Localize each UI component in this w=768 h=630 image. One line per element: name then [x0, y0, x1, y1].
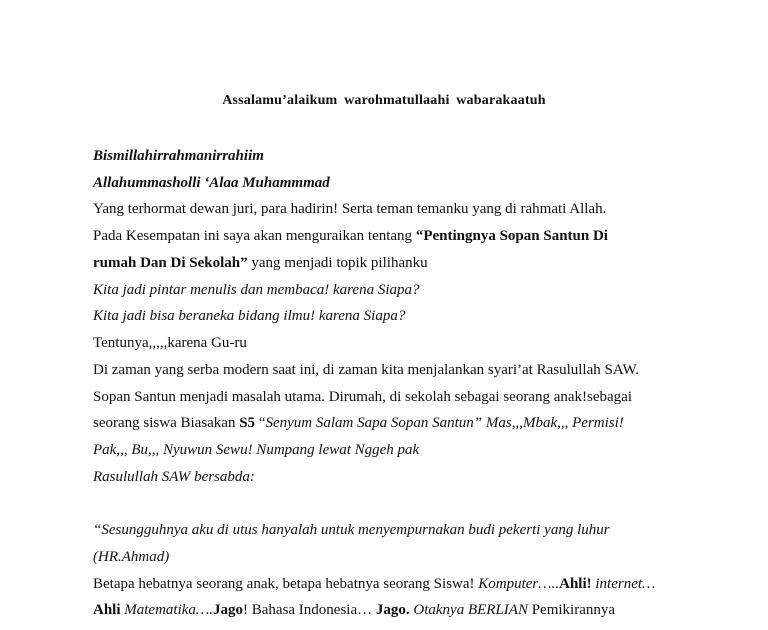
- text-line-10: Sopan Santun menjadi masalah utama. Dirumah, di sekolah sebagai seorang anak!sebagai: [93, 389, 633, 405]
- basmalah-line: Bismillahirrahmanirrahiim: [93, 148, 264, 164]
- hadith-source: (HR.Ahmad): [93, 549, 170, 565]
- text-span: seorang siswa Biasakan: [93, 415, 240, 431]
- text-line-6: Kita jadi pintar menulis dan membaca! karena Siapa?: [93, 282, 420, 298]
- text-line-11: [93, 414, 624, 432]
- text-span: yang menjadi topik pilihanku: [247, 255, 428, 271]
- text-line-12: Pak,,, Bu,,, Nyuwun Sewu! Numpang lewat Nggeh pak: [93, 442, 420, 458]
- text-span: ! Bahasa Indonesia…: [243, 602, 376, 618]
- text-line-4: [93, 227, 608, 245]
- text-span-bold: Ahli: [93, 602, 121, 618]
- hadith-quote: “Sesungguhnya aku di utus hanyalah untuk menyempurnakan budi pekerti yang luhur: [93, 522, 610, 538]
- text-span-italic: Komputer…..: [478, 576, 560, 592]
- text-span-bold: Jago: [213, 602, 243, 618]
- text-line-5: [93, 254, 428, 272]
- text-span-bold: Ahli!: [559, 576, 592, 592]
- text-span: Betapa hebatnya seorang anak, betapa hebatnya seorang Siswa!: [93, 576, 479, 592]
- topic-bold-1: “Pentingnya Sopan Santun Di: [415, 228, 608, 244]
- topic-bold-2: rumah Dan Di Sekolah”: [93, 255, 248, 271]
- text-span-bold: Jago.: [375, 602, 410, 618]
- text-span-italic: Senyum Salam Sapa Sopan Santun” Mas,,,Mbak,,, Permisi!: [265, 415, 624, 431]
- text-line-17: [93, 601, 615, 619]
- text-line-9: Di zaman yang serba modern saat ini, di zaman kita menjalankan syari’at Rasulullah SAW.: [93, 362, 639, 378]
- text-span: Pada Kesempatan ini saya akan menguraikan tentang: [93, 228, 416, 244]
- text-span-italic: Matematika….: [120, 602, 213, 618]
- greeting-title: Assalamu’alaikum warohmatullaahi wabarakaatuh: [222, 93, 546, 108]
- text-line-16: [93, 575, 655, 593]
- text-line-7: Kita jadi bisa beraneka bidang ilmu! karena Siapa?: [93, 308, 406, 324]
- sholawat-line: Allahummasholli ‘Alaa Muhammmad: [93, 175, 330, 191]
- text-span-italic: Otaknya BERLIAN: [409, 602, 528, 618]
- text-span: “: [255, 415, 266, 431]
- s5-bold: S5: [239, 415, 256, 431]
- text-line-8: Tentunya,,,,,karena Gu-ru: [93, 335, 247, 351]
- text-line-13: Rasulullah SAW bersabda:: [93, 469, 255, 485]
- text-span: Pemikirannya: [527, 602, 616, 618]
- text-span-italic: internet…: [591, 576, 656, 592]
- text-line-3: Yang terhormat dewan juri, para hadirin! Serta teman temanku yang di rahmati Allah.: [93, 201, 607, 217]
